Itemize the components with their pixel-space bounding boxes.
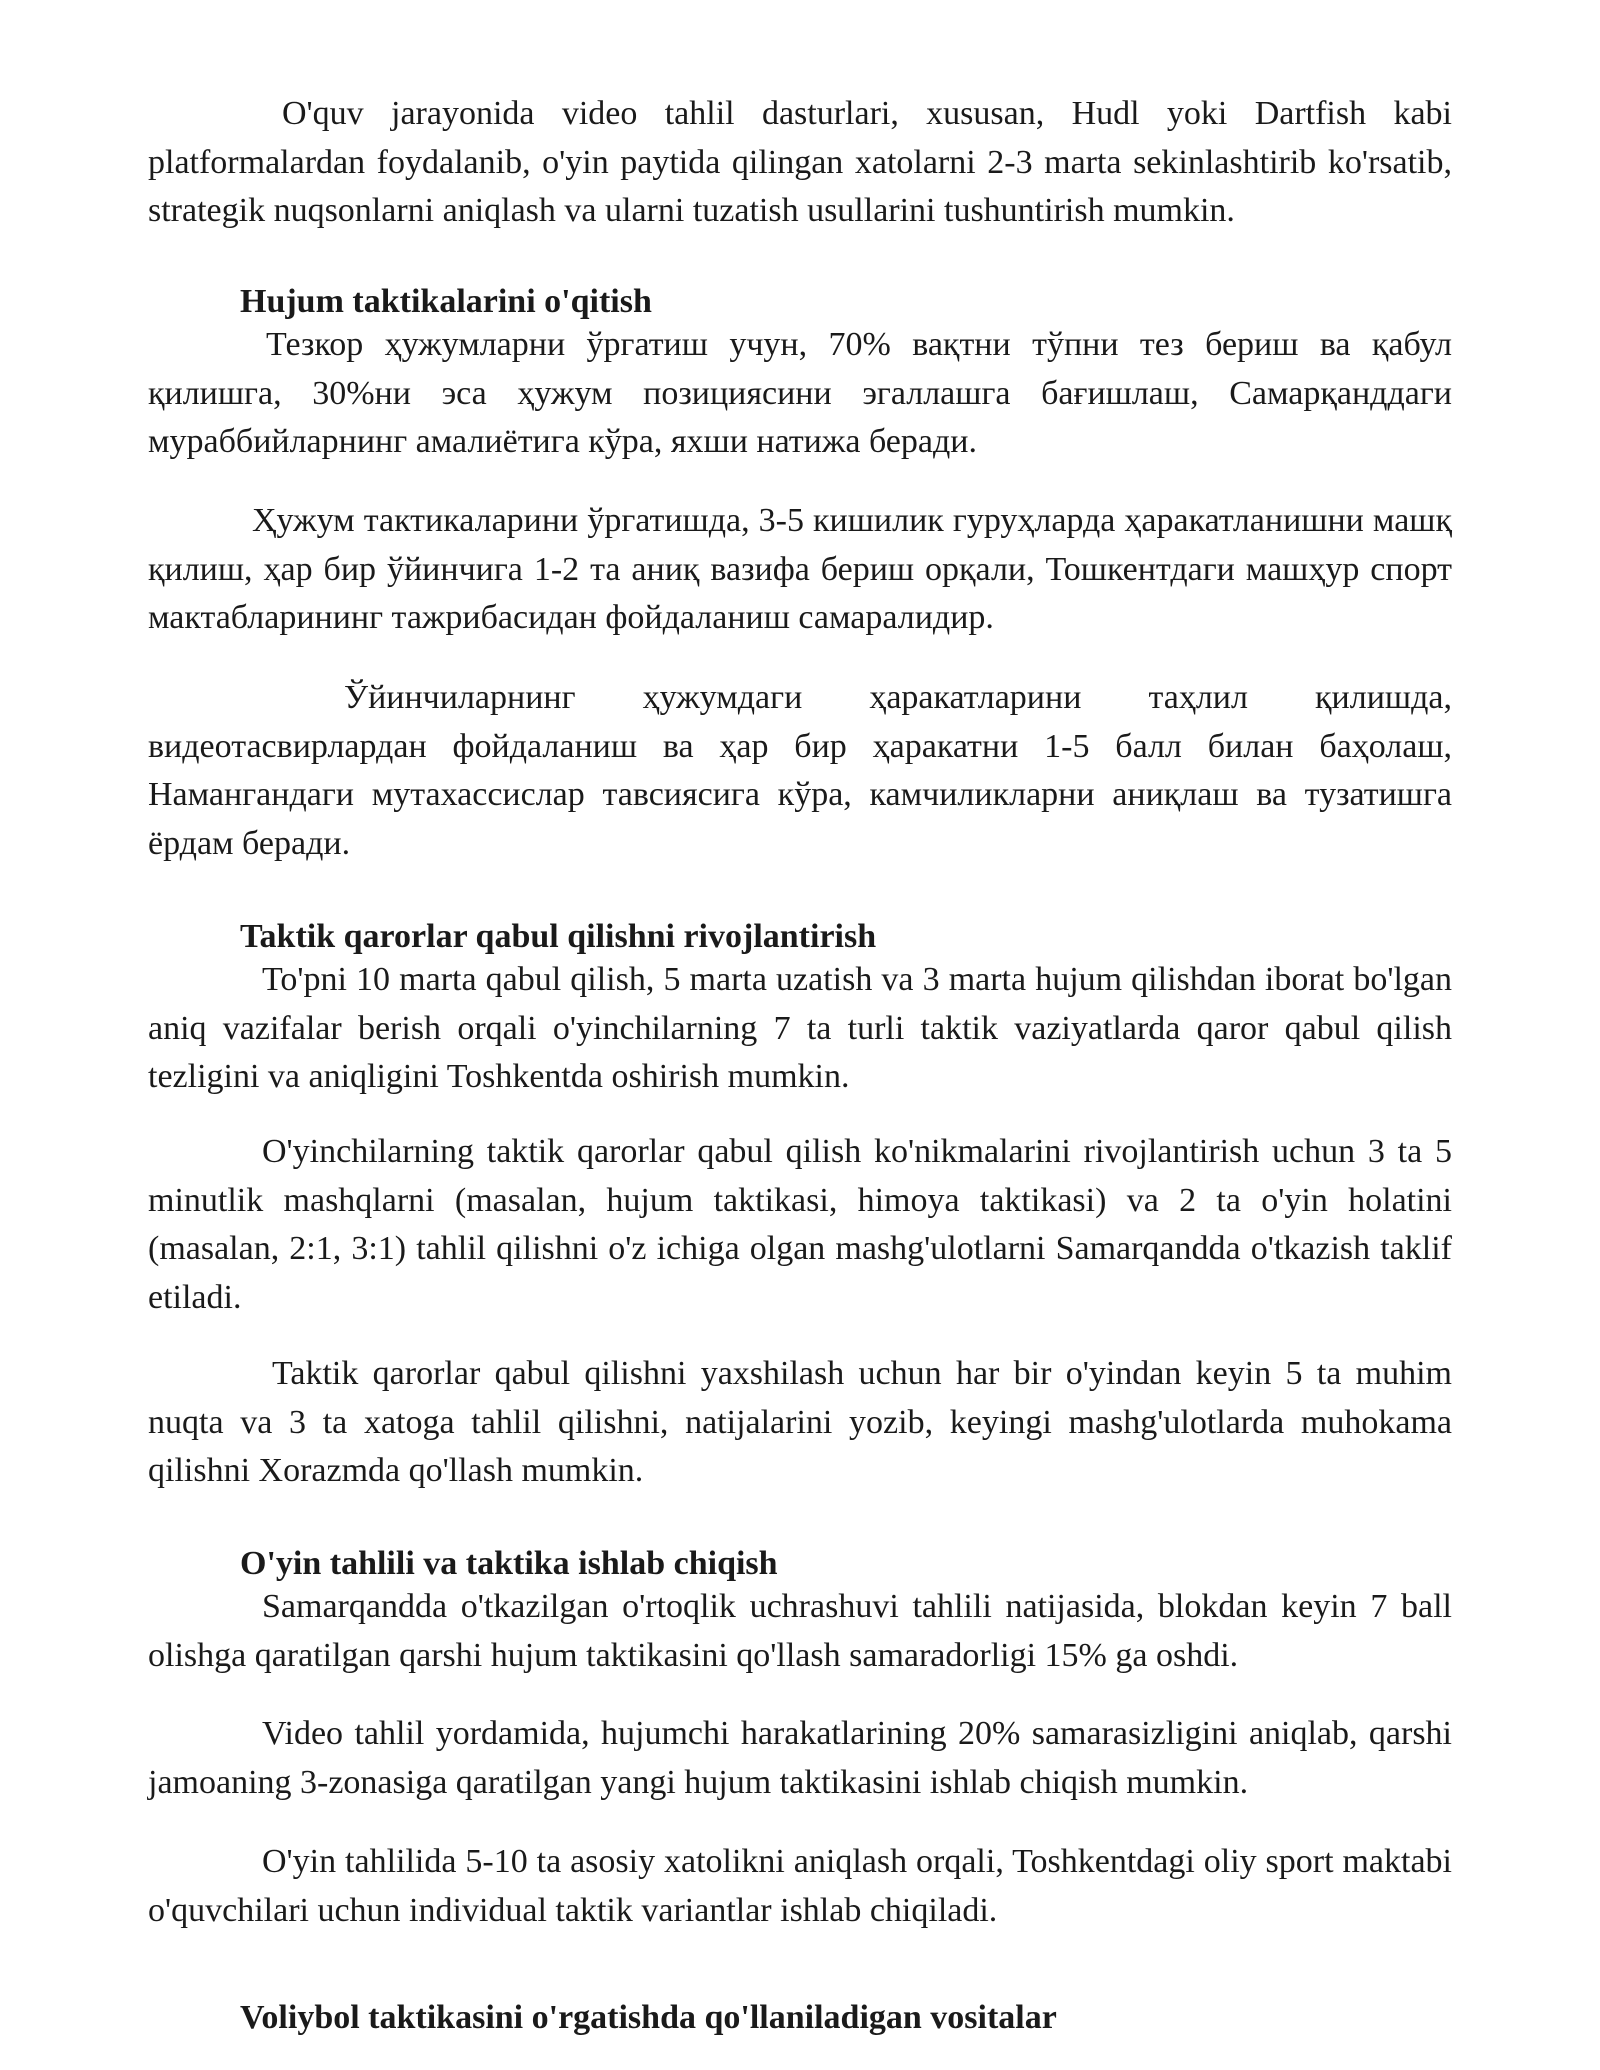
paragraph-friendly-match: Samarqandda o'tkazilgan o'rtoqlik uchrashuvi tahlili natijasida, blokdan keyin 7 ball olishga qaratilgan qarshi hujum taktikasini qo'llash samaradorligi 15% ga oshdi. xyxy=(148,1588,1452,1674)
paragraph-error-analysis: O'yin tahlilida 5-10 ta asosiy xatolikni aniqlash orqali, Toshkentdagi oliy sport maktabi o'quvchilari uchun individual taktik variantlar ishlab chiqiladi. xyxy=(148,1843,1452,1929)
heading-tactical-decisions: Taktik qarorlar qabul qilishni rivojlantirish xyxy=(240,918,877,955)
paragraph-video-analysis: O'quv jarayonida video tahlil dasturlari, xususan, Hudl yoki Dartfish kabi platformalardan foydalanib, o'yin paytida qilingan xatolarni 2-3 marta sekinlashtirib ko'rsatib, strategik nuqsonlarni aniqlash va ularni tuzatish usullarini tushuntirish mumkin. xyxy=(148,95,1452,229)
heading-game-analysis: O'yin tahlili va taktika ishlab chiqish xyxy=(240,1545,778,1582)
paragraph-group-movement: Ҳужум тактикаларини ўргатишда, 3-5 кишилик гуруҳларда ҳаракатланишни машқ қилиш, ҳар бир ўйинчига 1-2 та аниқ вазифа бериш орқали, Тошкентдаги машҳур спорт мактабларининг тажрибасидан фойдаланиш самаралидир. xyxy=(148,502,1452,636)
heading-volleyball-tools: Voliybol taktikasini o'rgatishda qo'llaniladigan vositalar xyxy=(240,1999,1057,2036)
paragraph-post-game-review: Taktik qarorlar qabul qilishni yaxshilash uchun har bir o'yindan keyin 5 ta muhim nuqta va 3 ta xatoga tahlil qilishni, natijalarini yozib, keyingi mashg'ulotlarda muhokama qilishni Xorazmda qo'llash mumkin. xyxy=(148,1355,1452,1489)
heading-attack-tactics: Hujum taktikalarini o'qitish xyxy=(240,283,652,320)
paragraph-video-analysis-attack: Video tahlil yordamida, hujumchi harakatlarining 20% samarasizligini aniqlab, qarshi jamoaning 3-zonasiga qaratilgan yangi hujum taktikasini ishlab chiqish mumkin. xyxy=(148,1715,1452,1801)
paragraph-player-evaluation: Ўйинчиларнинг ҳужумдаги ҳаракатларини таҳлил қилишда, видеотасвирлардан фойдаланиш ва ҳар бир ҳаракатни 1-5 балл билан баҳолаш, Намангандаги мутахассислар тавсиясига кўра, камчиликларни аниқлаш ва тузатишга ёрдам беради. xyxy=(148,679,1452,862)
paragraph-fast-attack: Тезкор ҳужумларни ўргатиш учун, 70% вақтни тўпни тез бериш ва қабул қилишга, 30%ни эса ҳужум позициясини эгаллашга бағишлаш, Самарқанддаги мураббийларнинг амалиётига кўра, яхши натижа беради. xyxy=(148,326,1452,460)
paragraph-decision-skills: O'yinchilarning taktik qarorlar qabul qilish ko'nikmalarini rivojlantirish uchun 3 ta 5 minutlik mashqlarni (masalan, hujum taktikasi, himoya taktikasi) va 2 ta o'yin holatini (masalan, 2:1, 3:1) tahlil qilishni o'z ichiga olgan mashg'ulotlarni Samarqandda o'tkazish taklif etiladi. xyxy=(148,1133,1452,1316)
paragraph-ball-tasks: To'pni 10 marta qabul qilish, 5 marta uzatish va 3 marta hujum qilishdan iborat bo'lgan aniq vazifalar berish orqali o'yinchilarning 7 ta turli taktik vaziyatlarda qaror qabul qilish tezligini va aniqligini Toshkentda oshirish mumkin. xyxy=(148,961,1452,1095)
